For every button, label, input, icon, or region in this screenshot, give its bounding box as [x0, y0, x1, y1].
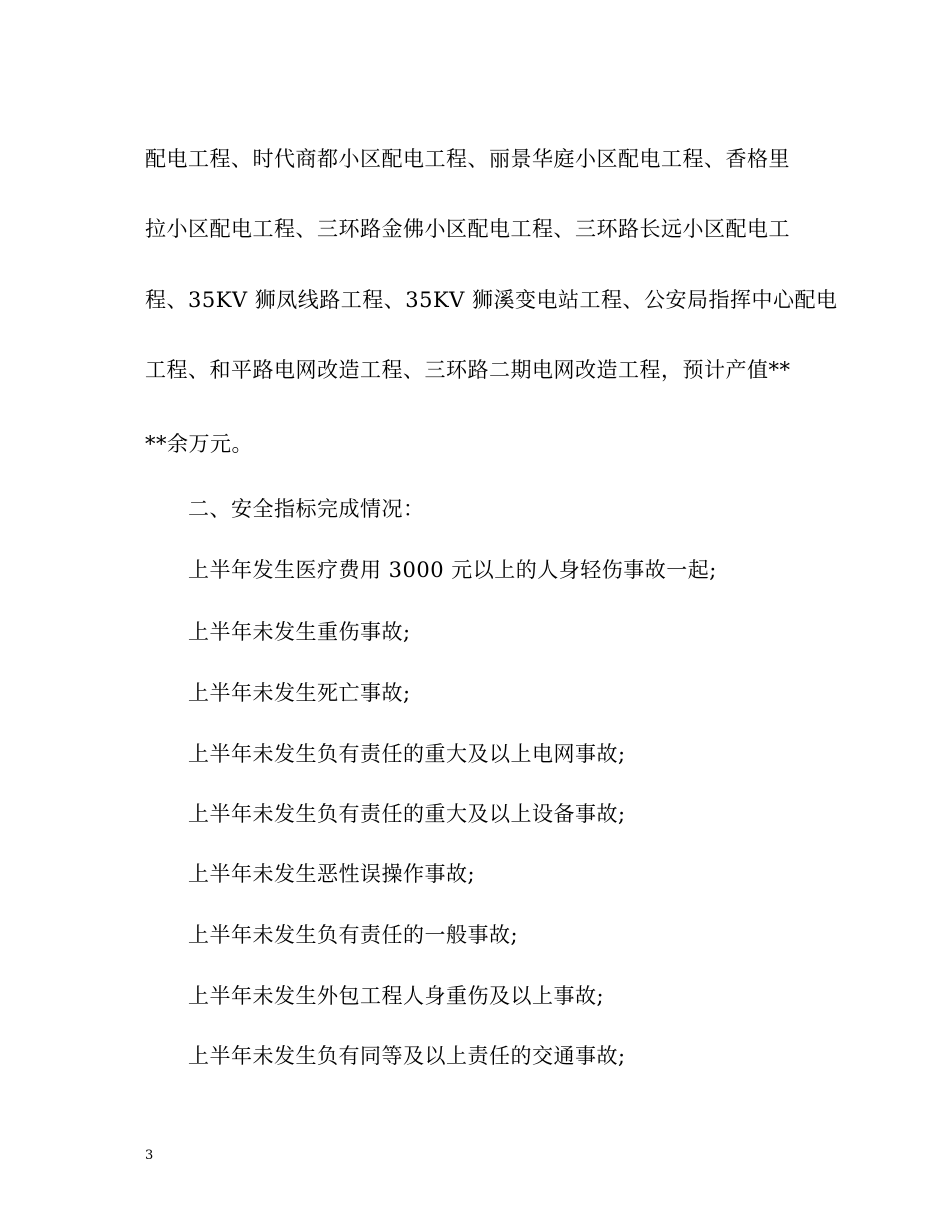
paragraph-line-2: 拉小区配电工程、三环路金佛小区配电工程、三环路长远小区配电工 — [145, 217, 790, 241]
paragraph-line-3: 程、35KV 狮凤线路工程、35KV 狮溪变电站工程、公安局指挥中心配电 — [145, 288, 838, 312]
paragraph-line-4: 工程、和平路电网改造工程、三环路二期电网改造工程，预计产值** — [145, 358, 791, 382]
paragraph-line-1: 配电工程、时代商都小区配电工程、丽景华庭小区配电工程、香格里 — [145, 147, 790, 171]
list-item: 上半年未发生重伤事故; — [188, 620, 411, 644]
list-item: 上半年未发生恶性误操作事故; — [188, 862, 476, 886]
list-item: 上半年未发生负有责任的重大及以上设备事故; — [188, 802, 626, 826]
list-item: 上半年未发生死亡事故; — [188, 681, 411, 705]
list-item: 上半年未发生外包工程人身重伤及以上事故; — [188, 984, 605, 1008]
page-number: 3 — [145, 1148, 154, 1163]
list-item: 上半年未发生负有责任的重大及以上电网事故; — [188, 742, 626, 766]
list-item: 上半年未发生负有同等及以上责任的交通事故; — [188, 1044, 626, 1068]
section-heading: 二、安全指标完成情况： — [188, 497, 425, 521]
list-item: 上半年发生医疗费用 3000 元以上的人身轻伤事故一起; — [188, 558, 717, 582]
paragraph-line-5: **余万元。 — [145, 432, 253, 456]
list-item: 上半年未发生负有责任的一般事故; — [188, 923, 519, 947]
